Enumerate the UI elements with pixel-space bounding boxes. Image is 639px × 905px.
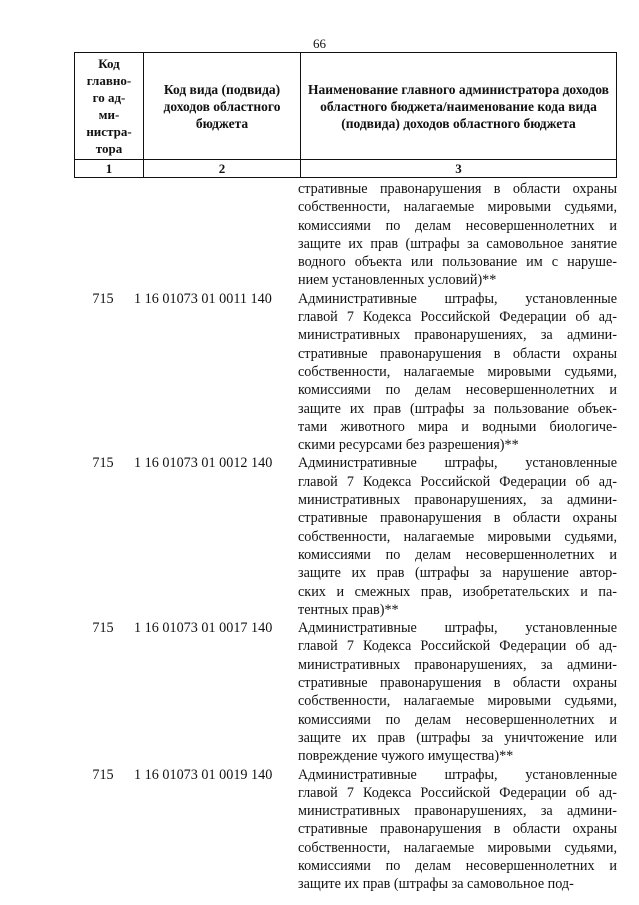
description-line: комиссиями по делам несовершеннолетних и: [298, 857, 617, 874]
description-line: министративных правонарушениях, за админи-: [298, 492, 617, 509]
description-line: комиссиями по делам несовершеннолетних и: [298, 711, 617, 728]
table-row: [74, 619, 617, 765]
description-line: собственности, налагаемые мировыми судьями,: [298, 693, 617, 710]
description-line: главой 7 Кодекса Российской Федерации об ад-: [298, 784, 617, 801]
income-code-cell: 1 16 01073 01 0012 140: [134, 455, 273, 472]
description-line: Административные штрафы, установленные: [298, 290, 617, 307]
description-line: защите их прав (штрафы за самовольное под-: [298, 876, 574, 893]
description-line: стративные правонарушения в области охраны: [298, 675, 617, 692]
table-row: [74, 180, 617, 290]
description-line: министративных правонарушениях, за админи-: [298, 803, 617, 820]
description-line: защите их прав (штрафы за самовольное занятие: [298, 235, 617, 252]
description-line: главой 7 Кодекса Российской Федерации об ад-: [298, 473, 617, 490]
description-line: нием установленных условий)**: [298, 272, 497, 289]
description-line: комиссиями по делам несовершеннолетних и: [298, 546, 617, 563]
description-line: стративные правонарушения в области охраны: [298, 181, 617, 197]
header-col-income-code: [144, 53, 301, 177]
header-col1-number: 1: [75, 159, 143, 177]
description-line: стративные правонарушения в области охраны: [298, 345, 617, 362]
description-cell: [298, 766, 617, 894]
table-body: [74, 180, 617, 894]
description-cell: [298, 180, 617, 290]
page-number: 66: [313, 36, 326, 51]
description-line: собственности, налагаемые мировыми судьями,: [298, 528, 617, 545]
description-line: главой 7 Кодекса Российской Федерации об ад-: [298, 638, 617, 655]
header-col3-title: Наименование главного администратора доходов областного бюджета/наименование кода вида (подвида) доходов областного бюджета: [308, 81, 609, 131]
income-code-cell: [132, 180, 298, 290]
header-col2-number: 2: [144, 159, 300, 177]
header-col1-title: Код главно- го ад- ми- нистра- тора: [86, 56, 132, 156]
table-row: [74, 290, 617, 455]
description-line: скими ресурсами без разрешения)**: [298, 437, 519, 454]
description-line: защите их прав (штрафы за пользование объек-: [298, 400, 617, 417]
admin-code-cell: 715: [92, 620, 114, 637]
income-code-cell: 1 16 01073 01 0017 140: [134, 620, 273, 637]
description-line: министративных правонарушениях, за админи-: [298, 327, 617, 344]
admin-code-cell: [74, 180, 132, 290]
description-line: собственности, налагаемые мировыми судьями,: [298, 199, 617, 216]
header-col-name: [301, 53, 616, 177]
description-line: тами животного мира и водными биологиче-: [298, 418, 617, 435]
header-col3-number: 3: [301, 159, 616, 177]
description-line: стративные правонарушения в области охраны: [298, 510, 617, 527]
description-line: комиссиями по делам несовершеннолетних и: [298, 217, 617, 234]
admin-code-cell: 715: [92, 766, 114, 783]
description-line: Административные штрафы, установленные: [298, 766, 617, 783]
description-line: министративных правонарушениях, за админи-: [298, 656, 617, 673]
description-line: ских и смежных прав, изобретательских и па-: [298, 583, 617, 600]
description-line: собственности, налагаемые мировыми судьями,: [298, 839, 617, 856]
description-line: главой 7 Кодекса Российской Федерации об ад-: [298, 309, 617, 326]
table-row: [74, 766, 617, 894]
table-header: [74, 52, 617, 178]
description-line: защите их прав (штрафы за уничтожение или: [298, 729, 617, 746]
description-line: собственности, налагаемые мировыми судьями,: [298, 363, 617, 380]
header-col-admin-code: [75, 53, 144, 177]
admin-code-cell: 715: [92, 455, 114, 472]
description-line: защите их прав (штрафы за нарушение автор-: [298, 565, 617, 582]
table-row: [74, 454, 617, 619]
income-code-cell: 1 16 01073 01 0011 140: [134, 290, 272, 307]
description-cell: [298, 290, 617, 455]
description-line: повреждение чужого имущества)**: [298, 748, 514, 765]
description-line: комиссиями по делам несовершеннолетних и: [298, 382, 617, 399]
income-code-cell: 1 16 01073 01 0019 140: [134, 766, 273, 783]
description-line: водного объекта или пользование им с наруше-: [298, 254, 617, 271]
description-line: Административные штрафы, установленные: [298, 455, 617, 472]
header-col2-title: Код вида (подвида) доходов областного бюджета: [163, 81, 281, 131]
description-cell: [298, 619, 617, 765]
description-cell: [298, 454, 617, 619]
description-line: стративные правонарушения в области охраны: [298, 821, 617, 838]
admin-code-cell: 715: [92, 290, 114, 307]
description-line: тентных прав)**: [298, 601, 399, 618]
description-line: Административные штрафы, установленные: [298, 620, 617, 637]
